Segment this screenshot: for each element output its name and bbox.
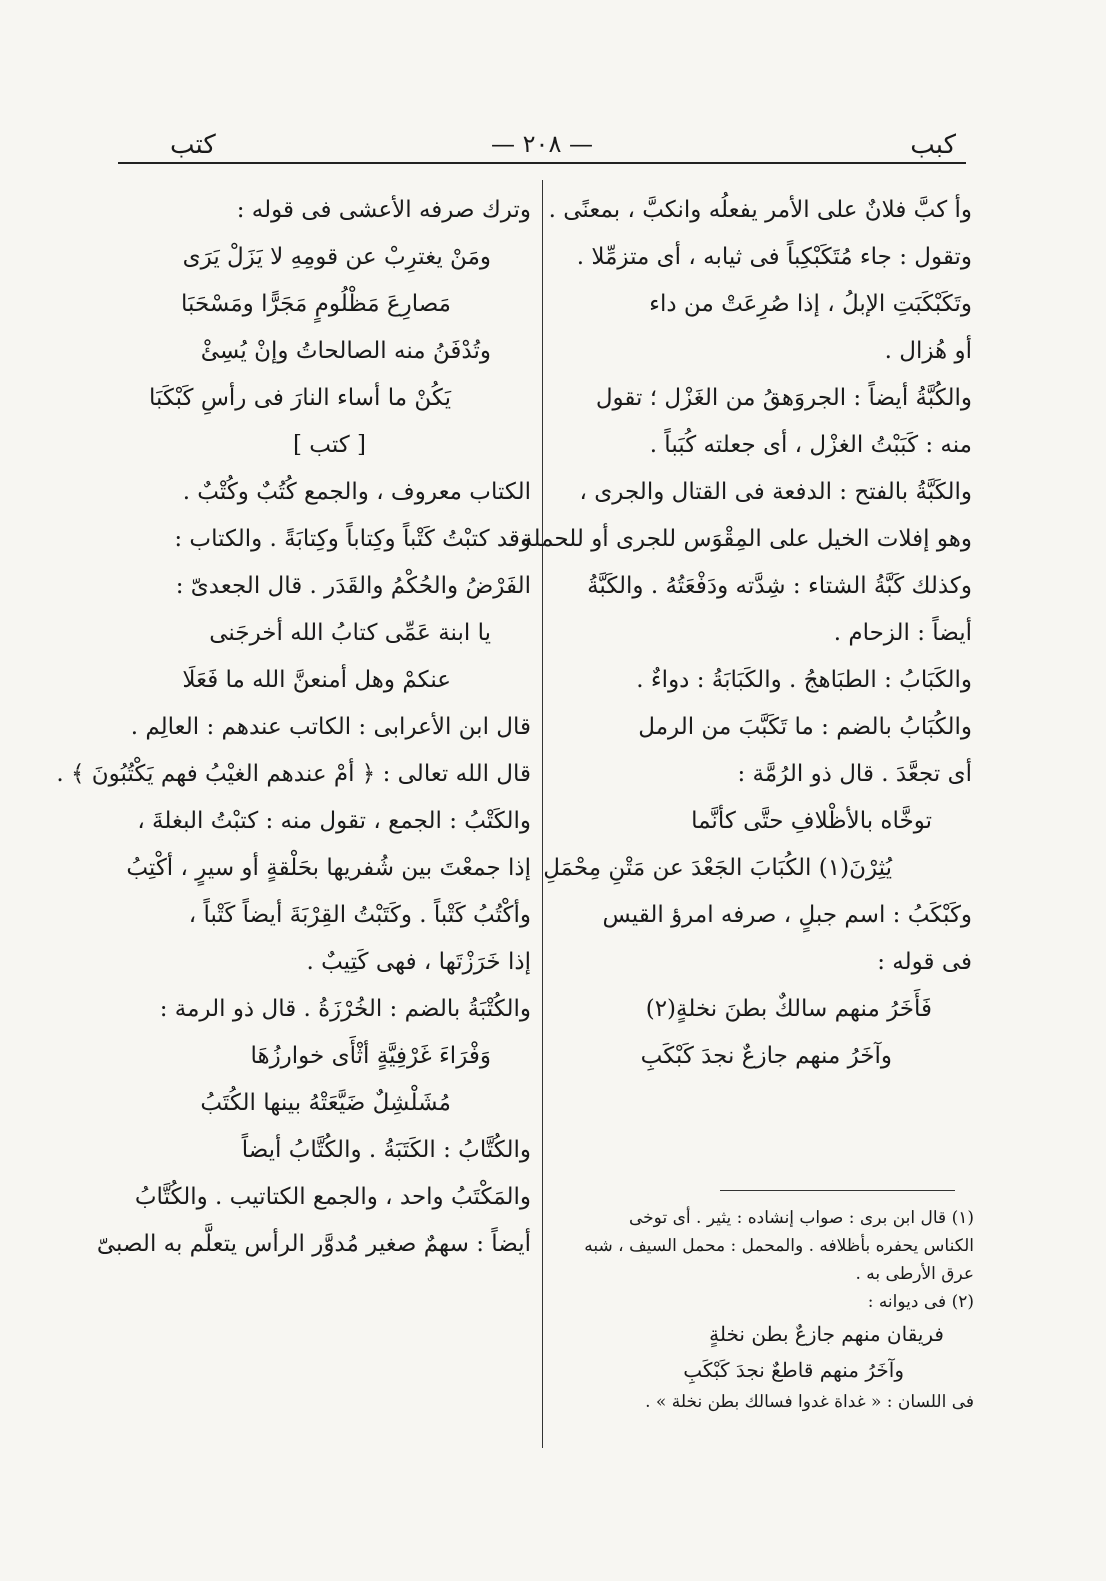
text-line: وكذلك كَبَّةُ الشتاء : شِدَّته ودَفْعَتُهُ . والكَبَّةُ xyxy=(587,573,972,599)
verse-line: وتُدْفَنُ منه الصالحاتُ وإنْ يُسِئْ xyxy=(200,338,491,364)
page-header xyxy=(118,126,966,164)
text-line: وهو إفلات الخيل على المِقْوَس للجرى أو للحملة . xyxy=(506,526,972,552)
text-line: وقد كتبْتُ كَتْباً وكِتاباً وكِتابَةً . والكتاب : xyxy=(174,526,531,552)
header-rule xyxy=(118,162,966,164)
text-line: والكَتْبُ : الجمع ، تقول منه : كتبْتُ البغلةَ ، xyxy=(137,808,531,834)
verse-line: توخَّاه بالأظْلافِ حتَّى كأنَّما xyxy=(691,808,932,834)
text-line: أو هُزال . xyxy=(884,338,972,364)
page-number: — ٢٠٨ — xyxy=(491,130,593,158)
column-divider xyxy=(542,180,543,1448)
text-line: والكُتَّابُ : الكَتَبَةُ . والكُتَّابُ أيضاً xyxy=(241,1137,531,1163)
text-line: وأكْتُبُ كَتْباً . وكَتَبْتُ القِرْبَةَ أيضاً كَتْباً ، xyxy=(188,902,531,928)
text-line: إذا جمعْتَ بين شُفريها بحَلْقةٍ أو سيرٍ ، أكْتِبُ xyxy=(126,855,531,881)
text-line: إذا خَرَزْتَها ، فهى كَتِيبٌ . xyxy=(306,949,531,975)
verse-line: وَفْرَاءَ غَرْفِيَّةٍ أثْأَى خوارزُهَا xyxy=(250,1043,491,1069)
footnote-verse: فريقان منهم جازعٌ بطن نخلةٍ xyxy=(709,1322,944,1346)
text-line: والكُتْبَةُ بالضم : الخُرْزَةُ . قال ذو الرمة : xyxy=(159,996,531,1022)
verse-line: ومَنْ يغترِبْ عن قومِهِ لا يَزَلْ يَرَى xyxy=(182,244,491,270)
text-line: فى قوله : xyxy=(877,949,972,975)
footnote-line: عرق الأرطى به . xyxy=(855,1264,974,1284)
footnotes xyxy=(562,1204,974,1416)
text-line: والكَبَّةُ بالفتح : الدفعة فى القتال والجرى ، xyxy=(579,479,972,505)
verse-line: يا ابنة عَمِّى كتابُ الله أخرجَنى xyxy=(209,620,491,646)
header-right-entry: كبب xyxy=(910,130,956,160)
footnote-verse: وآخَرُ منهم قاطعٌ نجدَ كَبْكَبِ xyxy=(683,1358,904,1382)
text-line: وتَكَبْكَبَتِ الإبلُ ، إذا صُرِعَتْ من داء xyxy=(649,291,972,317)
text-line: الفَرْضُ والحُكْمُ والقَدَر . قال الجعدىّ : xyxy=(175,573,531,599)
text-line: وكَبْكَبُ : اسم جبلٍ ، صرفه امرؤ القيس xyxy=(602,902,972,928)
verse-line: يَكُنْ ما أساء النارَ فى رأسِ كَبْكَبَا xyxy=(148,385,451,411)
verse-line: يُثِرْنَ(١) الكُبَابَ الجَعْدَ عن مَتْنِ مِحْمَلِ xyxy=(543,855,892,881)
verse-line: مُشَلْشِلٌ ضَيَّعَتْهُ بينها الكُتَبُ xyxy=(200,1090,451,1116)
footnote-rule xyxy=(720,1190,955,1191)
footnote-line: (١) قال ابن برى : صواب إنشاده : يثير . أى توخى xyxy=(629,1208,974,1228)
text-line: وتقول : جاء مُتَكَبْكِباً فى ثيابه ، أى متزمِّلا . xyxy=(576,244,972,270)
verse-line: مَصارِعَ مَظْلُومٍ مَجَرًّا ومَسْحَبَا xyxy=(181,291,451,317)
text-line: أيضاً : سهمٌ صغير مُدوَّر الرأس يتعلَّم به الصبىّ xyxy=(96,1231,531,1257)
text-line: أيضاً : الزحام . xyxy=(833,620,972,646)
left-column xyxy=(56,187,531,1268)
entry-heading: [ كتب ] xyxy=(292,432,367,458)
text-line: والكَبَابُ : الطبَاهجُ . والكَبَابَةُ : دواءٌ . xyxy=(636,667,972,693)
text-line: والكُبَابُ بالضم : ما تَكَبَّبَ من الرمل xyxy=(638,714,972,740)
text-line: الكتاب معروف ، والجمع كُتُبٌ وكُتْبٌ . xyxy=(182,479,531,505)
footnote-line: الكناس يحفره بأظلافه . والمحمل : محمل السيف ، شبه xyxy=(584,1236,974,1256)
text-line: أى تجعَّدَ . قال ذو الرُمَّة : xyxy=(737,761,972,787)
verse-line: فَأَخَرُ منهم سالكٌ بطنَ نخلةٍ(٢) xyxy=(645,996,932,1022)
text-line: وترك صرفه الأعشى فى قوله : xyxy=(236,197,531,223)
text-line: وأ كبَّ فلانٌ على الأمر يفعلُه وانكبَّ ، بمعنًى . xyxy=(548,197,972,223)
verse-line: وآخَرُ منهم جازعٌ نجدَ كَبْكَبِ xyxy=(640,1043,892,1069)
header-left-entry: كتب xyxy=(170,130,216,160)
footnote-line: (٢) فى ديوانه : xyxy=(867,1292,974,1312)
text-line: قال ابن الأعرابى : الكاتب عندهم : العالِم . xyxy=(130,714,531,740)
text-line: والمَكْتَبُ واحد ، والجمع الكتاتيب . والكُتَّابُ xyxy=(134,1184,531,1210)
text-line: والكُبَّةُ أيضاً : الجروَهقُ من الغَزْل ؛ تقول xyxy=(595,385,972,411)
verse-line: عنكمْ وهل أمنعنَّ الله ما فَعَلَا xyxy=(182,667,451,693)
footnote-line: فى اللسان : « غداة غدوا فسالك بطن نخلة » . xyxy=(645,1392,974,1412)
right-column xyxy=(506,187,972,1080)
text-line: منه : كَبَبْتُ الغزْل ، أى جعلته كُبَباً . xyxy=(649,432,972,458)
text-line: قال الله تعالى : ﴿ أمْ عندهم الغيْبُ فهم يَكْتُبُونَ ﴾ . xyxy=(56,761,531,787)
